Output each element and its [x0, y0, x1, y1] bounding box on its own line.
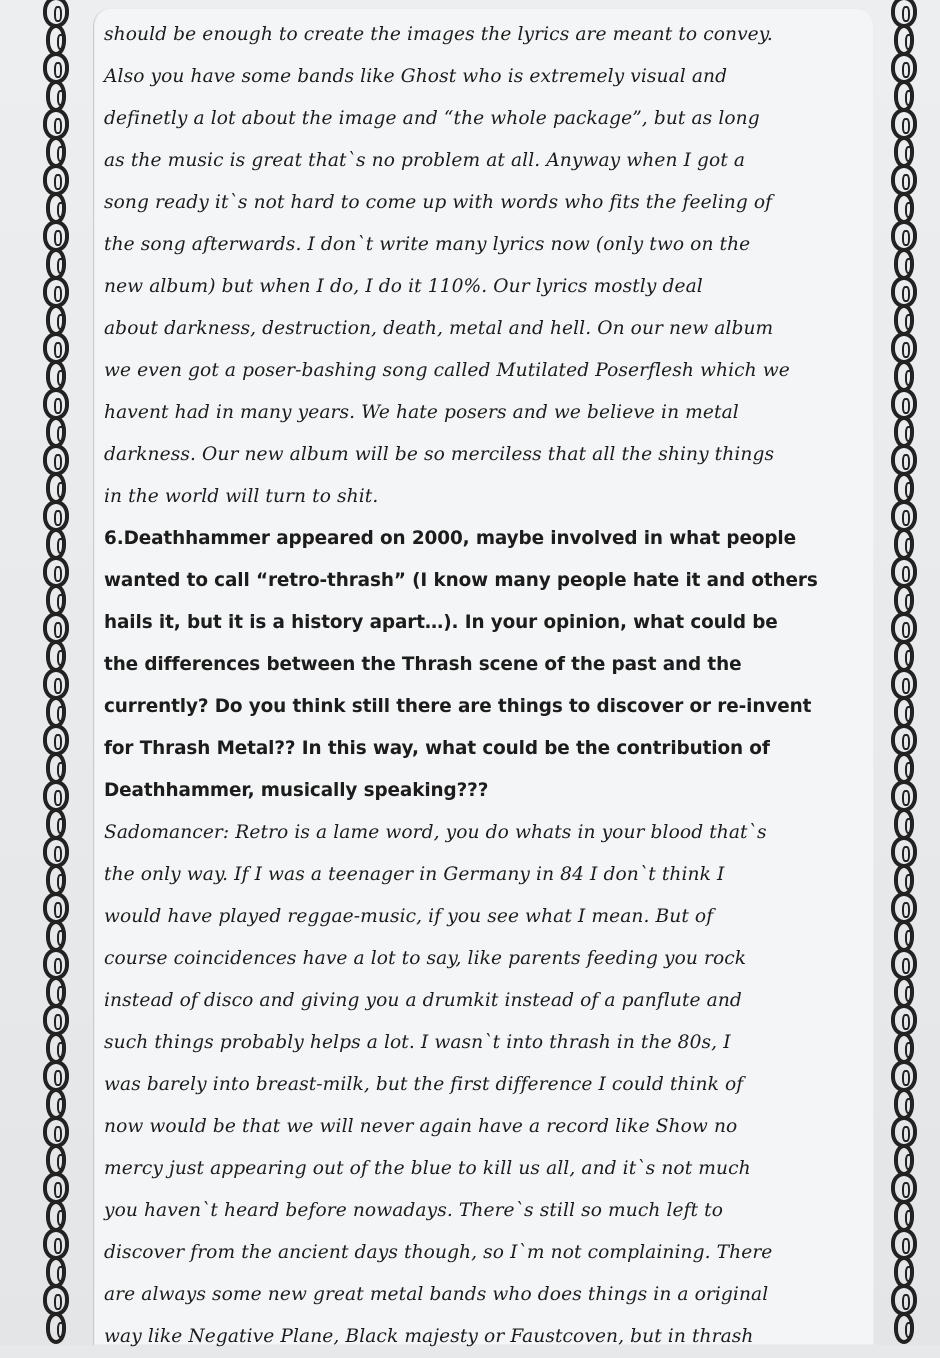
interview-question-6: [104, 518, 866, 812]
answer-line: discover from the ancient days though, so I`m not complaining. There: [104, 1242, 773, 1263]
question-line: 6.Deathhammer appeared on 2000, maybe involved in what people: [104, 528, 797, 549]
answer-line: was barely into breast-milk, but the first difference I could think of: [104, 1074, 744, 1095]
text-line: the song afterwards. I don`t write many lyrics now (only two on the: [104, 234, 751, 255]
answer-line: you haven`t heard before nowadays. There`s still so much left to: [104, 1200, 724, 1221]
text-line: darkness. Our new album will be so merciless that all the shiny things: [104, 444, 775, 465]
text-line: Also you have some bands like Ghost who is extremely visual and: [104, 66, 728, 87]
right-chain-border: [886, 0, 930, 1345]
text-line: about darkness, destruction, death, metal and hell. On our new album: [104, 318, 774, 339]
answer-line: course coincidences have a lot to say, like parents feeding you rock: [104, 948, 747, 969]
text-line: we even got a poser-bashing song called Mutilated Poserflesh which we: [104, 360, 790, 381]
left-chain-border: [38, 0, 82, 1345]
question-line: Deathhammer, musically speaking???: [104, 780, 489, 801]
sadomancer-answer: [104, 812, 866, 1358]
answer-line: the only way. If I was a teenager in Germany in 84 I don`t think I: [104, 864, 725, 885]
question-line: hails it, but it is a history apart…). In your opinion, what could be: [104, 612, 778, 633]
interview-text: [104, 14, 866, 1358]
text-line: havent had in many years. We hate posers and we believe in metal: [104, 402, 739, 423]
answer-line: Sadomancer: Retro is a lame word, you do whats in your blood that`s: [104, 822, 767, 843]
text-line: should be enough to create the images the lyrics are meant to convey.: [104, 24, 773, 45]
chain-link-icon: [894, 1312, 914, 1344]
question-line: wanted to call “retro-thrash” (I know many people hate it and others: [104, 570, 818, 591]
text-line: as the music is great that`s no problem at all. Anyway when I got a: [104, 150, 746, 171]
answer-line: such things probably helps a lot. I wasn`t into thrash in the 80s, I: [104, 1032, 731, 1053]
answer-line: are always some new great metal bands who does things in a original: [104, 1284, 769, 1305]
answer-line: now would be that we will never again have a record like Show no: [104, 1116, 738, 1137]
question-line: currently? Do you think still there are things to discover or re-invent: [104, 696, 812, 717]
chain-link-icon: [46, 1312, 66, 1344]
answer-line: instead of disco and giving you a drumkit instead of a panflute and: [104, 990, 742, 1011]
answer-line: would have played reggae-music, if you see what I mean. But of: [104, 906, 714, 927]
text-line: song ready it`s not hard to come up with words who fits the feeling of: [104, 192, 773, 213]
text-line: definetly a lot about the image and “the whole package”, but as long: [104, 108, 760, 129]
previous-answer-continuation: [104, 14, 866, 518]
question-line: for Thrash Metal?? In this way, what could be the contribution of: [104, 738, 770, 759]
text-line: new album) but when I do, I do it 110%. Our lyrics mostly deal: [104, 276, 703, 297]
answer-line: mercy just appearing out of the blue to kill us all, and it`s not much: [104, 1158, 751, 1179]
text-line: in the world will turn to shit.: [104, 486, 379, 507]
answer-line: way like Negative Plane, Black majesty or Faustcoven, but in thrash: [104, 1326, 754, 1347]
question-line: the differences between the Thrash scene of the past and the: [104, 654, 742, 675]
